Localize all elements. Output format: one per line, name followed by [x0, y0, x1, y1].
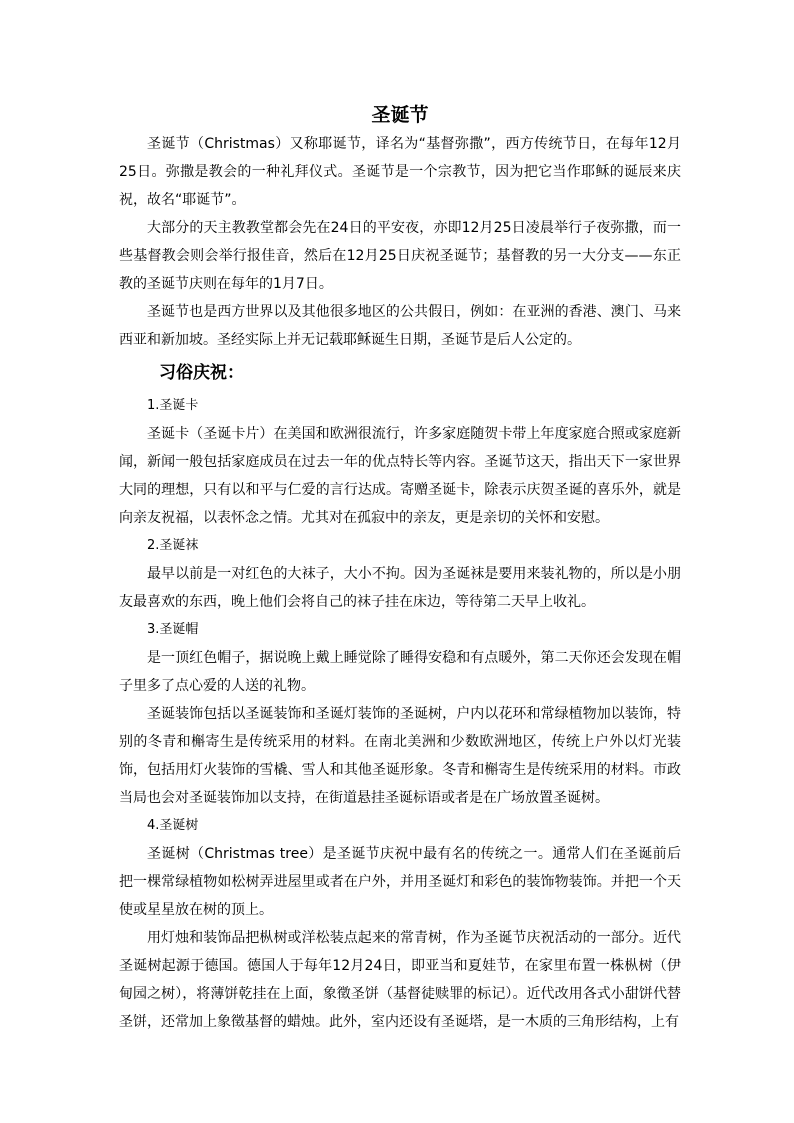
section-heading: 4.圣诞树 [147, 818, 199, 833]
section-heading: 3.圣诞帽 [147, 622, 199, 637]
document-title: 圣诞节 [371, 104, 429, 126]
section-heading: 2.圣诞袜 [147, 538, 199, 553]
section-heading: 1.圣诞卡 [147, 398, 199, 413]
section-paragraph: 圣诞卡（圣诞卡片）在美国和欧洲很流行，许多家庭随贺卡带上年度家庭合照或家庭新闻，新闻一般包括家庭成员在过去一年的优点特长等内容。圣诞节这天，指出天下一家世界大同的理想，只有以和平与仁爱的言行达成。寄赠圣诞卡，除表示庆贺圣诞的喜乐外，就是向亲友祝福，以表怀念之情。尤其对在孤寂中的亲友，更是亲切的关怀和安慰。 [119, 426, 681, 526]
intro-paragraph-1: 圣诞节（Christmas）又称耶诞节，译名为“基督弥撒”，西方传统节日，在每年12月25日。弥撒是教会的一种礼拜仪式。圣诞节是一个宗教节，因为把它当作耶稣的诞辰来庆祝，故名“耶诞节”。 [119, 136, 681, 208]
section-paragraph: 圣诞树（Christmas tree）是圣诞节庆祝中最有名的传统之一。通常人们在圣诞前后把一棵常绿植物如松树弄进屋里或者在户外，并用圣诞灯和彩色的装饰物装饰。并把一个天使或星星放在树的顶上。 [119, 846, 681, 918]
section-christmas-stocking [119, 532, 681, 616]
section-paragraph: 最早以前是一对红色的大袜子，大小不拘。因为圣诞袜是要用来装礼物的，所以是小朋友最喜欢的东西，晚上他们会将自己的袜子挂在床边，等待第二天早上收礼。 [119, 566, 681, 610]
section-christmas-card [119, 392, 681, 532]
section-christmas-hat [119, 616, 681, 812]
intro-paragraph-3: 圣诞节也是西方世界以及其他很多地区的公共假日，例如：在亚洲的香港、澳门、马来西亚和新加坡。圣经实际上并无记载耶稣诞生日期，圣诞节是后人公定的。 [119, 304, 681, 348]
intro-paragraph-2: 大部分的天主教教堂都会先在24日的平安夜，亦即12月25日凌晨举行子夜弥撒，而一些基督教会则会举行报佳音，然后在12月25日庆祝圣诞节；基督教的另一大分支——东正教的圣诞节庆则在每年的1月7日。 [119, 220, 681, 292]
section-paragraph: 是一顶红色帽子，据说晚上戴上睡觉除了睡得安稳和有点暖外，第二天你还会发现在帽子里多了点心爱的人送的礼物。 [119, 650, 681, 694]
section-paragraph: 用灯烛和装饰品把枞树或洋松装点起来的常青树，作为圣诞节庆祝活动的一部分。近代圣诞树起源于德国。德国人于每年12月24日，即亚当和夏娃节，在家里布置一株枞树（伊甸园之树），将薄饼乾挂在上面，象徵圣饼（基督徒赎罪的标记）。近代改用各式小甜饼代替圣饼，还常加上象徵基督的蜡烛。此外，室内还设有圣诞塔，是一木质的三角形结构，上有 [119, 930, 681, 1030]
customs-heading: 习俗庆祝： [159, 363, 244, 383]
document-page [119, 100, 681, 1036]
section-christmas-tree [119, 812, 681, 1036]
section-paragraph: 圣诞装饰包括以圣诞装饰和圣诞灯装饰的圣诞树，户内以花环和常绿植物加以装饰，特别的冬青和槲寄生是传统采用的材料。在南北美洲和少数欧洲地区，传统上户外以灯光装饰，包括用灯火装饰的雪橇、雪人和其他圣诞形象。冬青和槲寄生是传统采用的材料。市政当局也会对圣诞装饰加以支持，在街道悬挂圣诞标语或者是在广场放置圣诞树。 [119, 706, 681, 806]
